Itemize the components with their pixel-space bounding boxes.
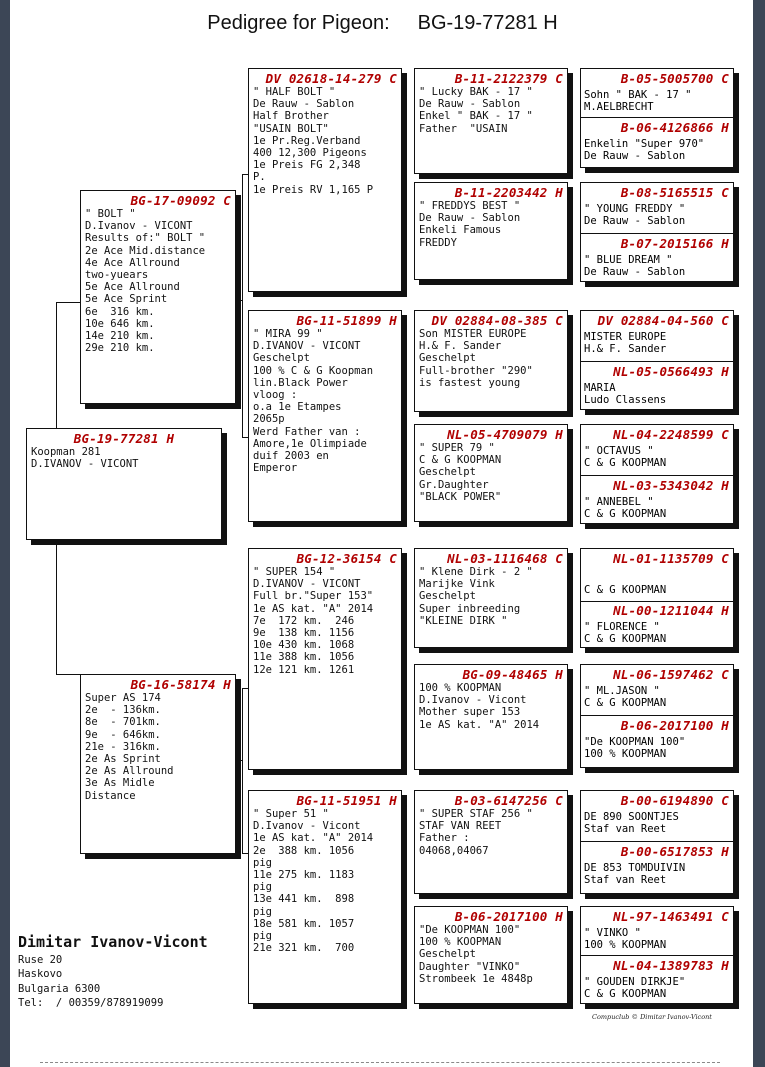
pigeon-info-line: " MIRA 99 " [253,328,323,340]
pigeon-info-line: 3e As Midle [85,777,155,790]
pigeon-info-line: two-yuears [85,269,149,282]
ancestor-pair-card [580,548,734,648]
pair-divider [581,715,733,716]
pigeon-info-line: " HALF BOLT " [253,86,336,98]
pigeon-info-line: " SUPER 79 " [419,442,495,454]
pigeon-info-line: 1e AS kat. "A" 2014 [253,832,374,845]
ancestor-pair-card [580,182,734,282]
pigeon-info-line: " OCTAVUS " [584,445,654,457]
connector-line [56,302,80,303]
pigeon-info-line: Full-brother "290" [419,364,533,377]
pigeon-info-line: D.Ivanov - VICONT [85,220,193,233]
grandparent-ring: BG-12-36154 C [296,551,397,566]
pigeon-info-line: H.& F. Sander [584,343,667,355]
pigeon-info-line: 1e AS kat. "A" 2014 [419,718,540,731]
pigeon-info-line: vloog : [253,389,298,402]
pigeon-info-line: 1e Preis FG 2,348 [253,159,361,172]
ancestor-ring: NL-03-5343042 H [613,478,729,493]
grandparent-card [248,790,402,1004]
pigeon-info-line: 1e Pr.Reg.Verband [253,134,361,147]
pigeon-info-line: 29e 210 km. [85,342,155,355]
great-grandparent-ring: DV 02884-08-385 C [431,313,563,328]
pigeon-info-line: Distance [85,789,136,802]
pigeon-info-line: Sohn " BAK - 17 " [584,89,692,101]
pigeon-info-line: "KLEINE DIRK " [419,614,508,627]
pigeon-info-line: " BOLT " [85,208,136,220]
pigeon-info-line: DE 890 SOONTJES [584,811,679,823]
ancestor-ring: B-08-5165515 C [620,185,729,200]
ancestor-ring: B-06-4126866 H [620,120,729,135]
pigeon-info-line: duif 2003 en [253,450,329,463]
pigeon-info-line: 2e 388 km. 1056 [253,844,355,857]
pigeon-info-line: 2e Ace Mid.distance [85,244,206,257]
connector-line [236,760,243,761]
title-ring: BG-19-77281 H [417,12,558,34]
pigeon-info-line: Results of:" BOLT " [85,232,206,245]
ancestor-ring: NL-04-1389783 H [613,958,729,973]
pigeon-info-line: 10e 430 km. 1068 [253,639,355,652]
great-grandparent-card [414,664,568,770]
grandparent-ring: BG-11-51899 H [296,313,397,328]
pigeon-info-line: "De KOOPMAN 100" [419,924,521,936]
connector-line [56,540,57,674]
connector-line [236,300,243,301]
pigeon-info-line: 2e As Sprint [85,753,161,766]
sire-card [80,190,236,404]
pigeon-info-line: Full br."Super 153" [253,590,374,603]
pigeon-info-line: Gr.Daughter [419,478,489,491]
pigeon-info-line: 100 % C & G Koopman [253,364,374,377]
pigeon-info-line: M.AELBRECHT [584,101,654,113]
pigeon-info-line: 6e 316 km. [85,305,155,318]
owner-address-line: Bulgaria 6300 [18,983,101,995]
pigeon-info-line: " GOUDEN DIRKJE" [584,976,686,988]
pigeon-info-line: "BLACK POWER" [419,490,502,503]
pigeon-info-line: Staf van Reet [584,874,667,886]
pigeon-info-line: Geschelpt [419,948,476,961]
page-bottom-edge [40,1062,720,1063]
pigeon-info-line: D.IVANOV - VICONT [31,458,139,471]
pigeon-info-line: 100 % KOOPMAN [419,936,502,949]
pigeon-info-line: C & G KOOPMAN [584,697,667,709]
great-grandparent-ring: B-06-2017100 H [454,909,563,924]
great-grandparent-ring: BG-09-48465 H [462,667,563,682]
pigeon-info-line: C & G KOOPMAN [584,457,667,469]
pigeon-info-line: Daughter "VINKO" [419,960,521,973]
pigeon-info-line: " Lucky BAK - 17 " [419,86,533,98]
subject-card [26,428,222,540]
pigeon-info-line: Marijke Vink [419,578,495,591]
pair-divider [581,955,733,956]
ancestor-ring: NL-06-1597462 C [613,667,729,682]
grandparent-card [248,548,402,770]
pigeon-info-line: " Super 51 " [253,808,329,820]
pigeon-info-line: 5e Ace Sprint [85,293,168,306]
owner-address-line: Ruse 20 [18,954,63,966]
dam-ring: BG-16-58174 H [130,677,231,692]
grandparent-card [248,310,402,522]
pigeon-info-line: Geschelpt [419,352,476,365]
pigeon-info-line: FREDDY [419,236,457,249]
dam-card [80,674,236,854]
pigeon-info-line: C & G KOOPMAN [584,633,667,645]
pair-divider [581,233,733,234]
great-grandparent-ring: B-11-2122379 C [454,71,563,86]
pigeon-info-line: " ML.JASON " [584,685,660,697]
great-grandparent-card [414,310,568,412]
pair-divider [581,841,733,842]
ancestor-ring: NL-04-2248599 C [613,427,729,442]
ancestor-ring: NL-97-1463491 C [613,909,729,924]
owner-name: Dimitar Ivanov-Vicont [18,933,208,951]
pigeon-info-line: " VINKO " [584,927,641,939]
pigeon-info-line: is fastest young [419,376,521,389]
pigeon-info-line: 7e 172 km. 246 [253,614,355,627]
pigeon-info-line: Emperor [253,462,298,475]
pigeon-info-line: 11e 388 km. 1056 [253,651,355,664]
pigeon-info-line: " ANNEBEL " [584,496,654,508]
pigeon-info-line: Mother super 153 [419,706,521,719]
pigeon-info-line: Ludo Classens [584,394,667,406]
pigeon-info-line: De Rauw - Sablon [419,212,521,225]
pigeon-info-line: Amore,1e Olimpiade [253,437,367,450]
great-grandparent-ring: B-11-2203442 H [454,185,563,200]
pigeon-info-line: " FLORENCE " [584,621,660,633]
pigeon-info-line: MARIA [584,382,616,394]
pigeon-info-line: Geschelpt [253,352,310,365]
pigeon-info-line: 8e - 701km. [85,716,161,729]
subject-ring: BG-19-77281 H [73,431,175,446]
pigeon-info-line: 14e 210 km. [85,330,155,343]
pigeon-info-line: D.IVANOV - VICONT [253,340,361,353]
pigeon-info-line: 400 12,300 Pigeons [253,147,367,160]
pigeon-info-line: " Klene Dirk - 2 " [419,566,533,578]
pigeon-info-line: o.a 1e Etampes [253,401,342,414]
pigeon-info-line: 04068,04067 [419,844,489,857]
pair-divider [581,601,733,602]
great-grandparent-card [414,68,568,174]
pigeon-info-line: Geschelpt [419,590,476,603]
pigeon-info-line: 2065p [253,413,285,426]
ancestor-ring: NL-00-1211044 H [613,603,729,618]
ancestor-pair-card [580,906,734,1004]
pigeon-info-line: 100 % KOOPMAN [584,939,667,951]
great-grandparent-card [414,424,568,522]
pair-divider [581,475,733,476]
pigeon-info-line: 12e 121 km. 1261 [253,663,355,676]
pigeon-info-line: C & G KOOPMAN [584,508,667,520]
pigeon-info-line: D.IVANOV - VICONT [253,578,361,591]
title-label: Pedigree for Pigeon: [207,12,390,34]
pigeon-info-line: Super inbreeding [419,602,521,615]
pigeon-info-line: " YOUNG FREDDY " [584,203,686,215]
ancestor-pair-card [580,664,734,768]
pigeon-info-line: Werd Father van : [253,425,361,438]
pigeon-info-line: C & G KOOPMAN [584,988,667,1000]
pigeon-info-line: D.Ivanov - Vicont [253,820,361,833]
ancestor-ring: B-06-2017100 H [620,718,729,733]
ancestor-ring: B-00-6194890 C [620,793,729,808]
pigeon-info-line: Strombeek 1e 4848p [419,972,533,985]
left-window-edge [0,0,10,1067]
pigeon-info-line: Staf van Reet [584,823,667,835]
pigeon-info-line: 1e Preis RV 1,165 P [253,183,374,196]
great-grandparent-card [414,906,568,1004]
pigeon-info-line: 21e 321 km. 700 [253,942,355,955]
pigeon-info-line: 18e 581 km. 1057 [253,917,355,930]
ancestor-ring: B-00-6517853 H [620,844,729,859]
connector-line [242,688,243,853]
pigeon-info-line: " SUPER 154 " [253,566,336,578]
pigeon-info-line: 2e As Allround [85,765,174,778]
pigeon-info-line: STAF VAN REET [419,820,502,833]
pigeon-info-line: De Rauw - Sablon [253,98,355,111]
pigeon-info-line: H.& F. Sander [419,340,502,353]
right-window-edge [753,0,765,1067]
pigeon-info-line: De Rauw - Sablon [584,150,686,162]
great-grandparent-ring: NL-05-4709079 H [447,427,563,442]
pigeon-info-line: De Rauw - Sablon [584,266,686,278]
pigeon-info-line: 10e 646 km. [85,317,155,330]
pigeon-info-line: 100 % KOOPMAN [584,748,667,760]
ancestor-ring: DV 02884-04-560 C [597,313,729,328]
ancestor-ring: B-07-2015166 H [620,236,729,251]
pigeon-info-line: pig [253,930,272,943]
pigeon-info-line: 4e Ace Allround [85,256,180,269]
great-grandparent-card [414,790,568,894]
pigeon-info-line: Father "USAIN [419,122,508,135]
pigeon-info-line: Geschelpt [419,466,476,479]
pigeon-info-line: pig [253,905,272,918]
pigeon-info-line: Father : [419,832,470,845]
pair-divider [581,361,733,362]
software-credit: Compuclub © Dimitar Ivanov-Vicont [592,1013,712,1021]
pigeon-info-line: Enkel " BAK - 17 " [419,110,533,123]
ancestor-pair-card [580,68,734,168]
pigeon-info-line: De Rauw - Sablon [584,215,686,227]
grandparent-card [248,68,402,292]
pigeon-info-line: " BLUE DREAM " [584,254,673,266]
page-title [0,12,765,35]
pigeon-info-line: 13e 441 km. 898 [253,893,355,906]
pigeon-info-line: 1e AS kat. "A" 2014 [253,602,374,615]
great-grandparent-card [414,548,568,648]
ancestor-pair-card [580,424,734,524]
pigeon-info-line: Koopman 281 [31,446,101,458]
pigeon-info-line: Super AS 174 [85,692,161,704]
pigeon-info-line: De Rauw - Sablon [419,98,521,111]
great-grandparent-card [414,182,568,280]
pigeon-info-line: DE 853 TOMDUIVIN [584,862,686,874]
connector-line [56,302,57,429]
ancestor-ring: NL-01-1135709 C [613,551,729,566]
pigeon-info-line: pig [253,881,272,894]
pigeon-info-line: 9e 138 km. 1156 [253,627,355,640]
ancestor-pair-card [580,310,734,410]
pigeon-info-line: 11e 275 km. 1183 [253,869,355,882]
ancestor-pair-card [580,790,734,894]
pigeon-info-line: C & G KOOPMAN [584,584,667,596]
pigeon-info-line: "USAIN BOLT" [253,122,329,135]
pigeon-info-line: "De KOOPMAN 100" [584,736,686,748]
ancestor-ring: B-05-5005700 C [620,71,729,86]
ancestor-ring: NL-05-0566493 H [613,364,729,379]
connector-line [242,174,243,437]
great-grandparent-ring: B-03-6147256 C [454,793,563,808]
grandparent-ring: BG-11-51951 H [296,793,397,808]
pigeon-info-line: D.Ivanov - Vicont [419,694,527,707]
pigeon-info-line: Half Brother [253,110,329,123]
great-grandparent-ring: NL-03-1116468 C [447,551,563,566]
pair-divider [581,117,733,118]
pigeon-info-line: " SUPER STAF 256 " [419,808,533,820]
owner-address-line: Haskovo [18,968,63,980]
pigeon-info-line: 9e - 646km. [85,728,161,741]
pigeon-info-line: 100 % KOOPMAN [419,682,502,694]
sire-ring: BG-17-09092 C [130,193,231,208]
pigeon-info-line: " FREDDYS BEST " [419,200,521,212]
pigeon-info-line: 2e - 136km. [85,704,161,717]
connector-line [56,674,80,675]
pigeon-info-line: C & G KOOPMAN [419,454,502,467]
pigeon-info-line: lin.Black Power [253,376,348,389]
pigeon-info-line: 21e - 316km. [85,740,161,753]
pigeon-info-line: Enkelin "Super 970" [584,138,705,150]
owner-phone: Tel: / 00359/878919099 [18,997,164,1009]
pigeon-info-line: MISTER EUROPE [584,331,667,343]
pigeon-info-line: P. [253,171,266,184]
pigeon-info-line: Son MISTER EUROPE [419,328,527,340]
pigeon-info-line: 5e Ace Allround [85,281,180,294]
grandparent-ring: DV 02618-14-279 C [265,71,397,86]
pigeon-info-line: pig [253,856,272,869]
pigeon-info-line: Enkeli Famous [419,224,502,237]
